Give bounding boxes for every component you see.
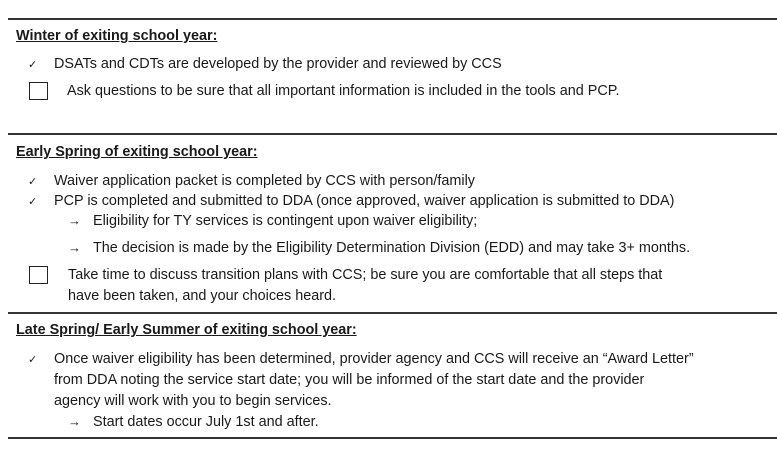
divider: [8, 133, 777, 135]
check-icon: ✓: [28, 196, 38, 208]
checkbox[interactable]: [29, 266, 48, 284]
sub-list-item: The decision is made by the Eligibility Determination Division (EDD) and may take 3+ months.: [93, 240, 691, 256]
list-item: Once waiver eligibility has been determined, provider agency and CCS will receive an “Award Letter”: [54, 351, 694, 367]
sub-list-item: Eligibility for TY services is contingent upon waiver eligibility;: [93, 213, 478, 229]
section-heading-winter: Winter of exiting school year:: [16, 28, 218, 44]
section-heading-late-spring: Late Spring/ Early Summer of exiting school year:: [16, 322, 357, 338]
arrow-icon: →: [68, 240, 81, 255]
check-icon: ✓: [28, 176, 38, 188]
list-item: Take time to discuss transition plans with CCS; be sure you are comfortable that all steps that: [68, 267, 663, 283]
list-item-continuation: from DDA noting the service start date; you will be informed of the start date and the provider: [54, 372, 645, 388]
list-item: DSATs and CDTs are developed by the provider and reviewed by CCS: [54, 56, 502, 72]
check-icon: ✓: [28, 59, 38, 71]
check-icon: ✓: [28, 354, 38, 366]
arrow-icon: →: [68, 213, 81, 228]
list-item: PCP is completed and submitted to DDA (once approved, waiver application is submitted to DDA): [54, 193, 675, 209]
divider: [8, 18, 777, 20]
checkbox[interactable]: [29, 82, 48, 100]
divider: [8, 312, 777, 314]
list-item: Ask questions to be sure that all important information is included in the tools and PCP.: [67, 83, 620, 99]
list-item-continuation: have been taken, and your choices heard.: [68, 288, 337, 304]
list-item-continuation: agency will work with you to begin services.: [54, 393, 332, 409]
divider: [8, 437, 777, 439]
list-item: Waiver application packet is completed by CCS with person/family: [54, 173, 475, 189]
section-heading-early-spring: Early Spring of exiting school year:: [16, 144, 258, 160]
arrow-icon: →: [68, 414, 81, 429]
sub-list-item: Start dates occur July 1st and after.: [93, 414, 319, 430]
